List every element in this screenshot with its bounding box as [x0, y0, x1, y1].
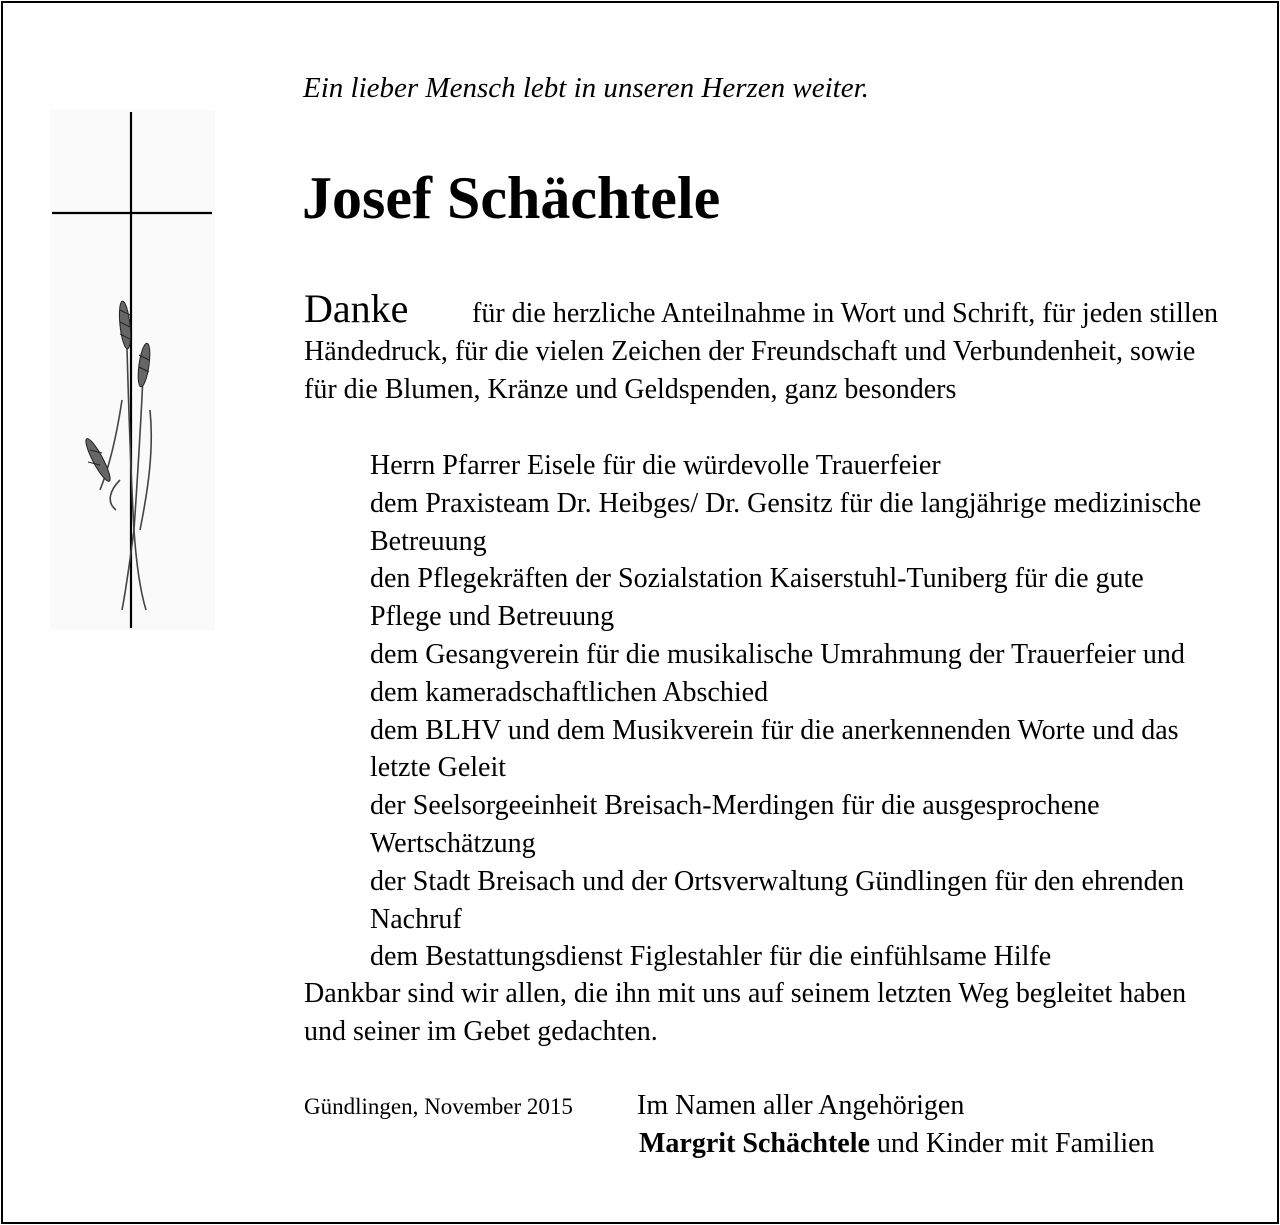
thanks-item: dem Gesangverein für die musikalische Umrahmung der Trauerfeier und dem kameradschaftlichen Abschied	[370, 638, 1185, 708]
signature-names	[639, 1125, 1155, 1163]
intro-paragraph	[304, 286, 1219, 408]
signature-line: Im Namen aller Angehörigen	[637, 1090, 965, 1121]
thanks-item: Herrn Pfarrer Eisele für die würdevolle Trauerfeier	[370, 450, 941, 481]
closing-paragraph: Dankbar sind wir allen, die ihn mit uns auf seinem letzten Weg begleitet haben und seiner im Gebet gedachten.	[304, 978, 1187, 1047]
thanks-item: den Pflegekräften der Sozialstation Kaiserstuhl-Tuniberg für die gute Pflege und Betreuung	[370, 563, 1144, 633]
signature-suffix: und Kinder mit Familien	[876, 1128, 1155, 1159]
thanks-item: dem BLHV und dem Musikverein für die anerkennenden Worte und das letzte Geleit	[370, 714, 1179, 784]
intro-text: für die herzliche Anteilnahme in Wort und Schrift, für jeden stillen Händedruck, für die vielen Zeichen der Freundschaft und Verbundenheit, sowie für die Blumen, Kränze und Geldspenden, ganz besonders	[304, 298, 1219, 405]
cross-with-wheat-icon	[50, 110, 215, 630]
thanks-item: der Seelsorgeeinheit Breisach-Merdingen für die ausgesprochene Wertschätzung	[370, 790, 1100, 859]
thanks-item: dem Praxisteam Dr. Heibges/ Dr. Gensitz für die langjährige medizinische Betreuung	[370, 487, 1202, 557]
motto-line: Ein lieber Mensch lebt in unseren Herzen weiter.	[303, 72, 869, 104]
danke-lead: Danke	[304, 286, 409, 331]
deceased-name: Josef Schächtele	[302, 165, 721, 231]
thanks-item: dem Bestattungsdienst Figlestahler für die einfühlsame Hilfe	[370, 941, 1052, 973]
thanks-list	[370, 447, 1210, 976]
place-date: Gündlingen, November 2015	[304, 1094, 573, 1119]
thanks-item: der Stadt Breisach und der Ortsverwaltung Gündlingen für den ehrenden Nachruf	[370, 865, 1185, 935]
signature-name: Margrit Schächtele	[639, 1128, 870, 1159]
